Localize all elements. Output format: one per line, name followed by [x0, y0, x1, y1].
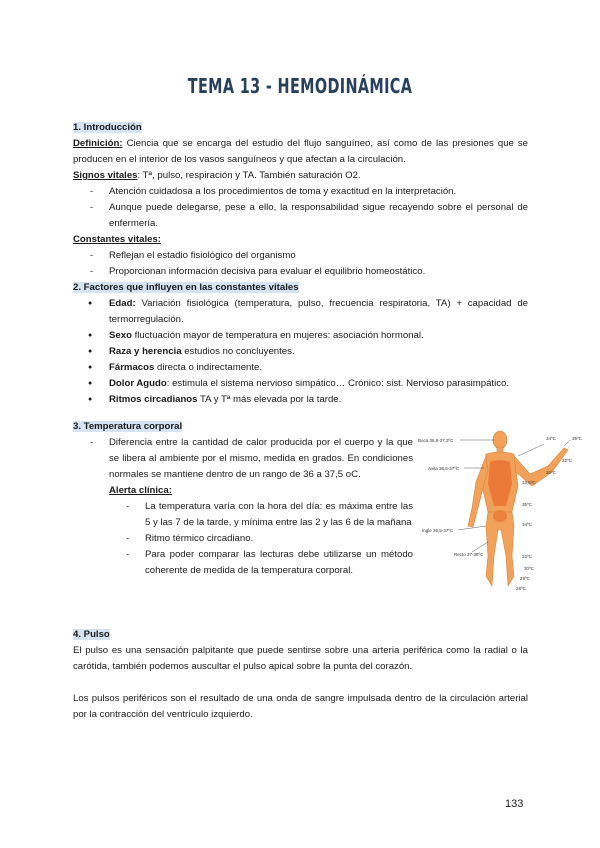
alerta-list	[73, 499, 413, 579]
label-recto: Recto 37-38ºC	[454, 552, 484, 557]
signos-list	[73, 184, 528, 232]
section-pulso	[73, 627, 528, 723]
list-item: ● Raza y herencia estudios no concluyentes.	[73, 344, 528, 360]
label-temp: 34ºC	[546, 436, 556, 441]
section-temperatura	[73, 419, 413, 579]
label-temp: 32ºC	[562, 458, 572, 463]
definicion-paragraph	[73, 136, 528, 168]
list-item: - La temperatura varía con la hora del día: es máxima entre las 5 y las 7 de la tarde, y mínima entre las 2 y las 6 de la mañana	[73, 499, 413, 531]
section-heading: 2. Factores que influyen en las constantes vitales	[73, 282, 299, 293]
list-item: ● Dolor Agudo: estimula el sistema nervioso simpático… Crónico: sist. Nervioso parasimpático.	[73, 376, 528, 392]
body-temperature-figure	[418, 426, 586, 592]
list-item: - Aunque puede delegarse, pese a ello, la responsabilidad sigue recayendo sobre el personal de enfermería.	[73, 200, 528, 232]
page-title: TEMA 13 - HEMODINÁMICA	[187, 74, 413, 98]
list-item: ● Edad: Variación fisiológica (temperatura, pulso, frecuencia respiratoria, TA) + capacidad de termorregulación.	[73, 296, 528, 328]
list-item: ● Sexo fluctuación mayor de temperatura en mujeres: asociación hormonal.	[73, 328, 528, 344]
list-item: - Proporcionan información decisiva para evaluar el equilibrio homeostático.	[73, 264, 528, 280]
list-item: - Diferencia entre la cantidad de calor producida por el cuerpo y la que se libera al ambiente por el mismo, medida en grados. En condiciones normales se mantiene dentro de un rango de 36 a 37,5 oC.	[73, 435, 413, 483]
signos-label: Signos vitales	[73, 170, 138, 181]
label-temp: 29ºC	[520, 576, 530, 581]
list-item: - Atención cuidadosa a los procedimientos de toma y exactitud en la interpretación.	[73, 184, 528, 200]
label-axila: Axila 36,5-37ºC	[428, 466, 460, 471]
signos-paragraph	[73, 168, 528, 184]
label-temp: 30ºC	[546, 470, 556, 475]
alerta-label: Alerta clínica:	[109, 485, 172, 496]
section-introduccion	[73, 120, 528, 408]
body-silhouette	[468, 431, 568, 586]
pulso-paragraph: Los pulsos periféricos son el resultado de una onda de sangre impulsada dentro de la circulación arterial por la contracción del ventrículo izquierdo.	[73, 693, 528, 720]
temperatura-list	[73, 435, 413, 483]
pulso-paragraph: El pulso es una sensación palpitante que puede sentirse sobre una arteria periférica como la radial o la carótida, también podemos auscultar el pulso apical sobre la punta del corazón.	[73, 645, 528, 672]
constantes-label: Constantes vitales:	[73, 234, 161, 245]
list-item: - Ritmo térmico circadiano.	[73, 531, 413, 547]
factores-list	[73, 296, 528, 408]
label-temp: 35ºC	[572, 436, 582, 441]
definicion-text: Ciencia que se encarga del estudio del flujo sanguíneo, así como de las presiones que se producen en el interior de los vasos sanguíneos y que afectan a la circulación.	[73, 138, 528, 165]
label-temp: 32ºC	[522, 554, 532, 559]
signos-text: : Tª, pulso, respiración y TA. También saturación O2.	[137, 170, 361, 181]
list-item: ● Ritmos circadianos TA y Tª más elevada por la tarde.	[73, 392, 528, 408]
list-item: - Para poder comparar las lecturas debe utilizarse un método coherente de medida de la temperatura corporal.	[73, 547, 413, 579]
list-item: ● Fármacos directa o indirectamente.	[73, 360, 528, 376]
label-temp: 35ºC	[522, 502, 532, 507]
label-boca: Boca 36,8-37,3ºC	[418, 438, 454, 443]
label-temp: 34ºC	[522, 522, 532, 527]
label-temp: 30ºC	[524, 566, 534, 571]
section-heading: 1. Introducción	[73, 122, 142, 133]
section-heading: 4. Pulso	[73, 629, 110, 640]
list-item: - Reflejan el estadio fisiológico del organismo	[73, 248, 528, 264]
constantes-list	[73, 248, 528, 280]
label-temp: 28ºC	[516, 586, 526, 591]
definicion-label: Definición:	[73, 138, 123, 149]
label-ingle: Ingle 36,5-37ºC	[422, 528, 454, 533]
page-number: 133	[505, 798, 524, 810]
label-temp: 33,5ºC	[522, 480, 536, 485]
section-heading: 3. Temperatura corporal	[73, 421, 183, 432]
